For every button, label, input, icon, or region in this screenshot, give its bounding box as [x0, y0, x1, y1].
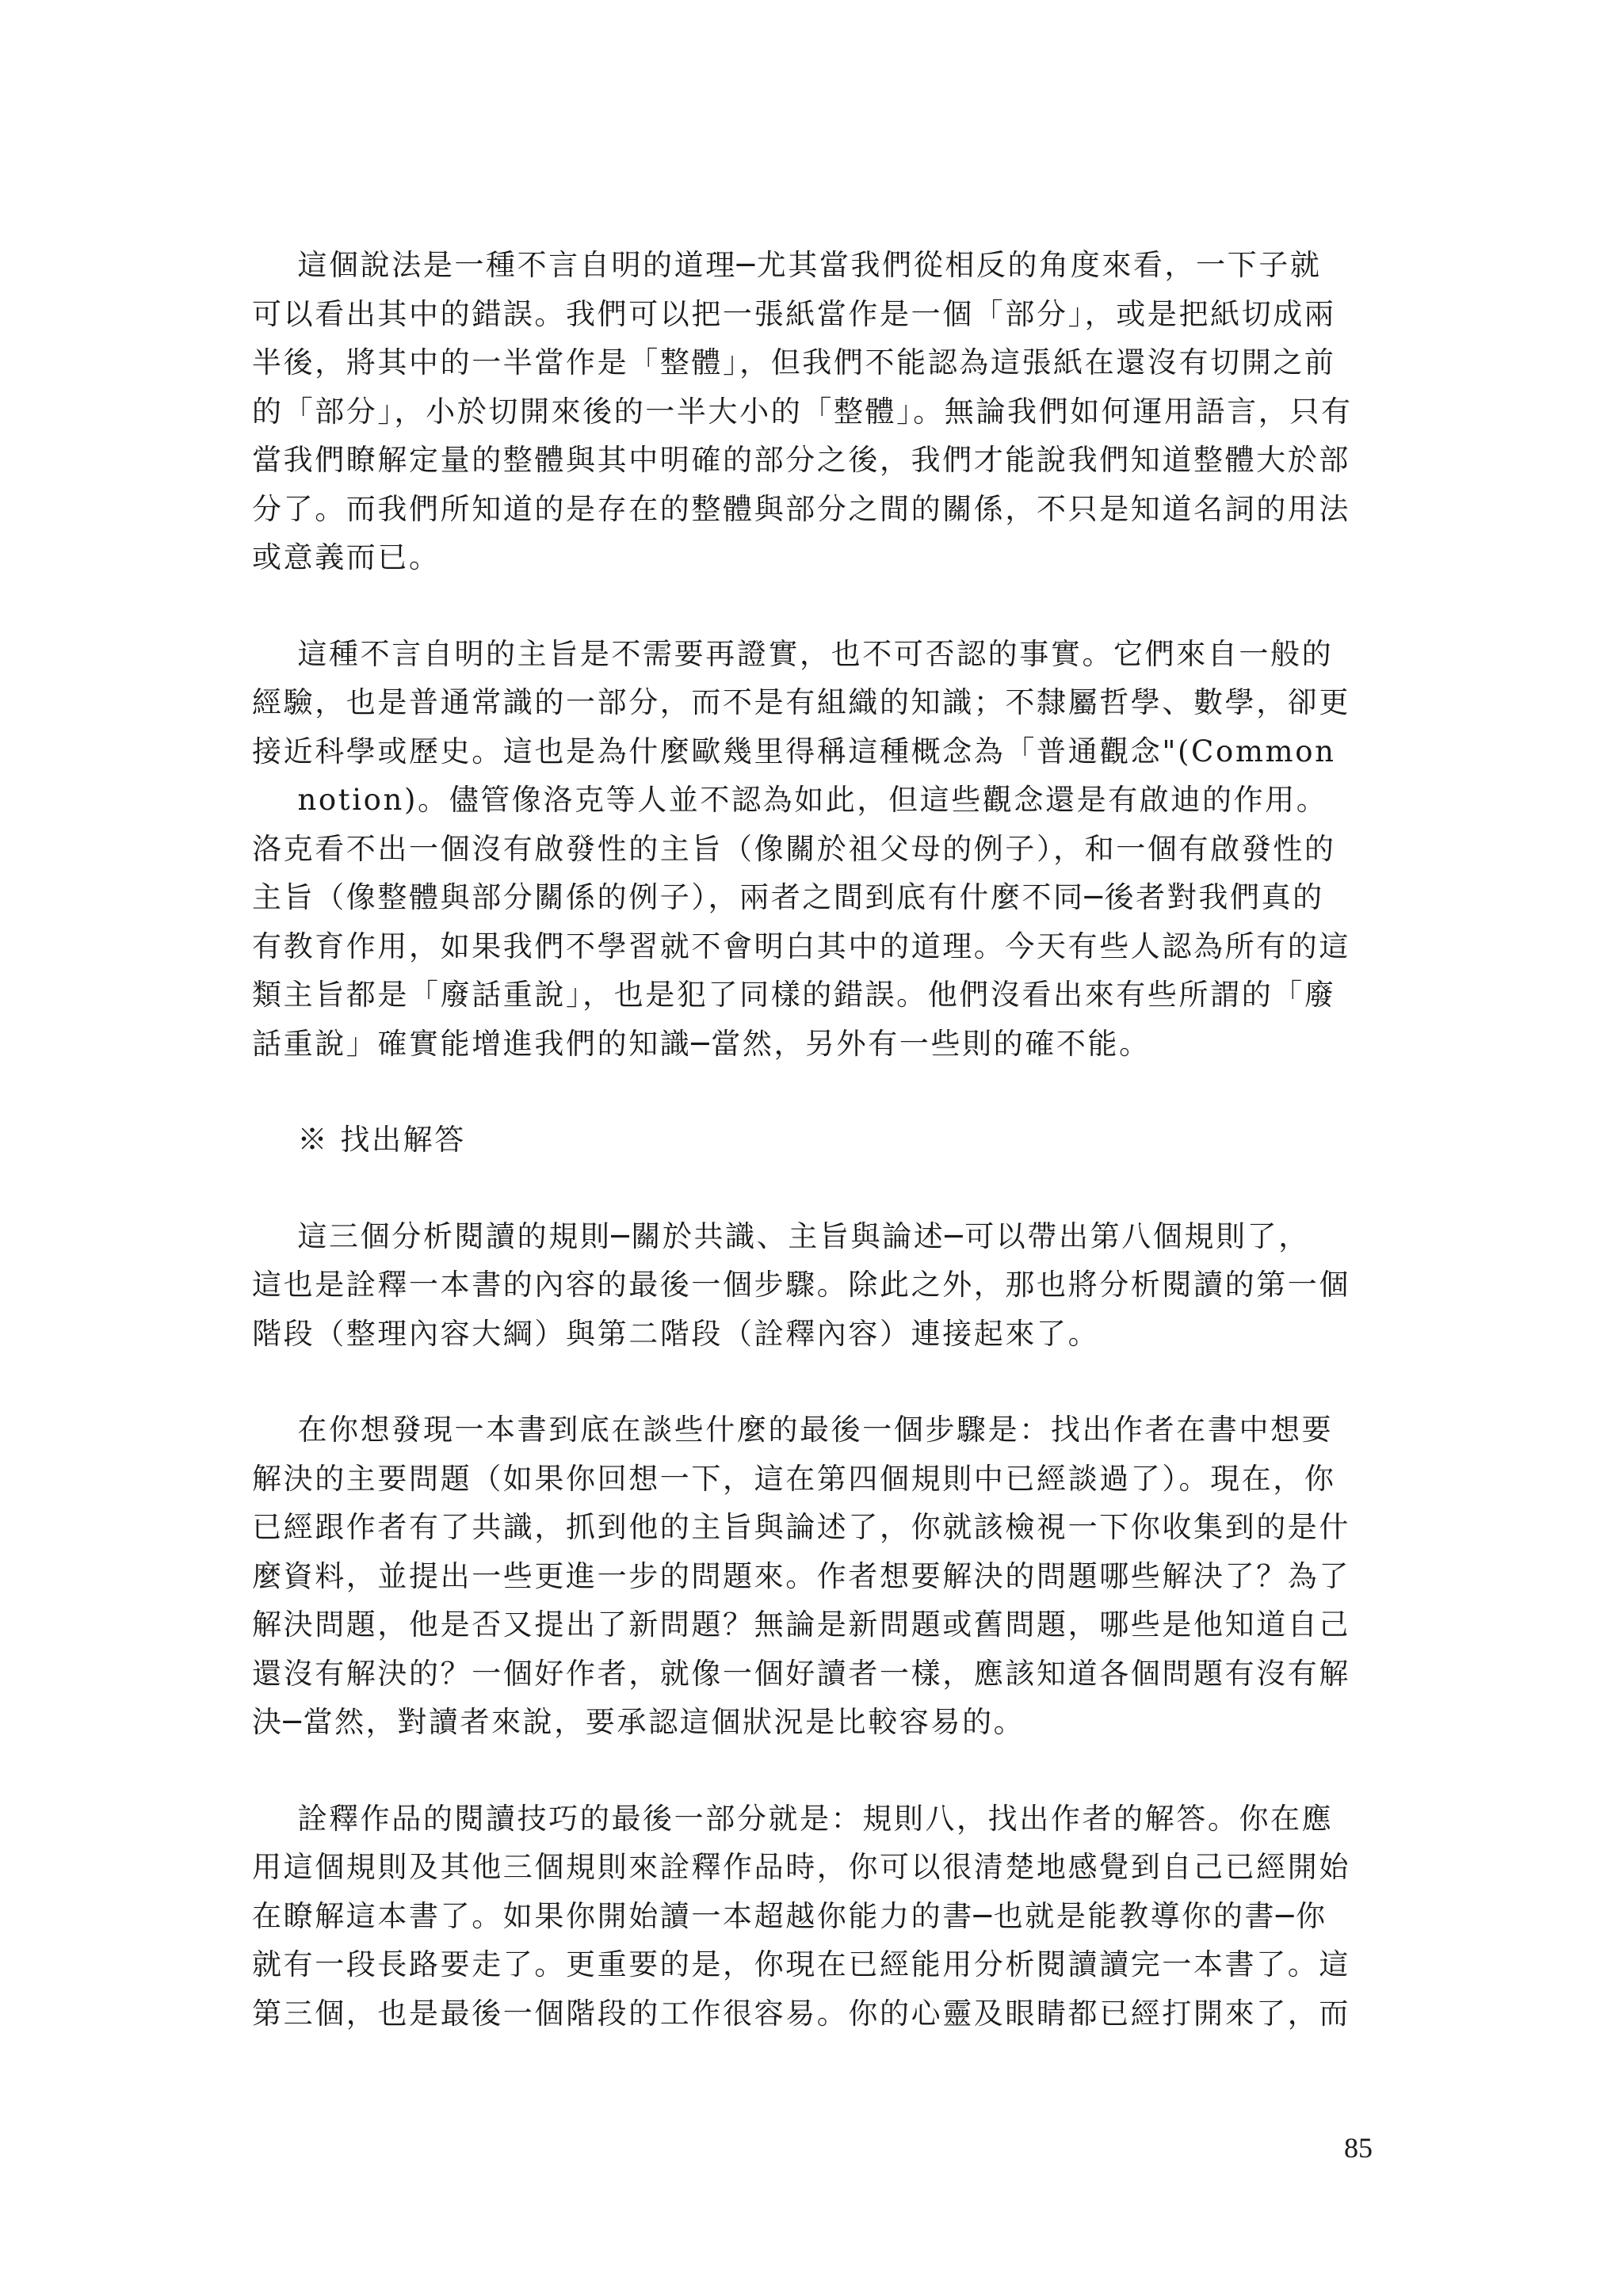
paragraph-5 [252, 1794, 1376, 2039]
page-body [252, 241, 1376, 2038]
text-line: 這個說法是一種不言自明的道理─尤其當我們從相反的角度來看，一下子就 [252, 248, 1322, 282]
text-line: 這三個分析閱讀的規則─關於共識、主旨與論述─可以帶出第八個規則了， [252, 1219, 1310, 1253]
paragraph-3 [252, 1212, 1376, 1359]
text-line: 有教育作用，如果我們不學習就不會明白其中的道理。今天有些人認為所有的這 [252, 929, 1350, 963]
text-line: notion)。儘管像洛克等人並不認為如此，但這些觀念還是有啟迪的作用。 [252, 783, 1328, 817]
page-number: 85 [1344, 2132, 1373, 2164]
text-line: 接近科學或歷史。這也是為什麼歐幾里得稱這種概念為「普通觀念"(Common [252, 734, 1336, 769]
text-line: 經驗，也是普通常識的一部分，而不是有組織的知識；不隸屬哲學、數學，卻更 [252, 685, 1350, 719]
paragraph-2 [252, 630, 1376, 1069]
text-line: 第三個，也是最後一個階段的工作很容易。你的心靈及眼睛都已經打開來了，而 [252, 1996, 1350, 2031]
text-line: 已經跟作者有了共識，抓到他的主旨與論述了，你就該檢視一下你收集到的是什 [252, 1510, 1350, 1544]
text-line: 半後，將其中的一半當作是「整體」，但我們不能認為這張紙在還沒有切開之前 [252, 345, 1336, 379]
text-line: 解決問題，他是否又提出了新問題？無論是新問題或舊問題，哪些是他知道自己 [252, 1608, 1350, 1642]
text-line: 這種不言自明的主旨是不需要再證實，也不可否認的事實。它們來自一般的 [252, 636, 1334, 671]
text-line: 分了。而我們所知道的是存在的整體與部分之間的關係，不只是知道名詞的用法 [252, 491, 1350, 526]
text-line: 決─當然，對讀者來說，要承認這個狀況是比較容易的。 [252, 1705, 1025, 1739]
text-line: 當我們瞭解定量的整體與其中明確的部分之後，我們才能說我們知道整體大於部 [252, 443, 1350, 477]
text-line: 在瞭解這本書了。如果你開始讀一本超越你能力的書─也就是能教導你的書─你 [252, 1898, 1327, 1933]
text-line: 或意義而已。 [252, 540, 441, 574]
text-line: 用這個規則及其他三個規則來詮釋作品時，你可以很清楚地感覺到自己已經開始 [252, 1850, 1350, 1884]
text-line: 可以看出其中的錯誤。我們可以把一張紙當作是一個「部分」，或是把紙切成兩 [252, 296, 1336, 331]
paragraph-gap [252, 1358, 1376, 1405]
paragraph-gap [252, 582, 1376, 630]
paragraph-gap [252, 1068, 1376, 1116]
text-line: 這也是詮釋一本書的內容的最後一個步驟。除此之外，那也將分析閱讀的第一個 [252, 1268, 1350, 1302]
text-line: 還沒有解決的？一個好作者，就像一個好讀者一樣，應該知道各個問題有沒有解 [252, 1656, 1350, 1691]
paragraph-gap [252, 1165, 1376, 1212]
paragraph-4 [252, 1405, 1376, 1747]
text-line: 主旨（像整體與部分關係的例子），兩者之間到底有什麼不同─後者對我們真的 [252, 880, 1324, 914]
text-line: 解決的主要問題（如果你回想一下，這在第四個規則中已經談過了）。現在，你 [252, 1461, 1336, 1496]
paragraph-1 [252, 241, 1376, 582]
text-line: 的「部分」，小於切開來後的一半大小的「整體」。無論我們如何運用語言，只有 [252, 394, 1353, 429]
text-line: 麼資料，並提出一些更進一步的問題來。作者想要解決的問題哪些解決了？為了 [252, 1558, 1350, 1593]
text-line: 類主旨都是「廢話重說」，也是犯了同樣的錯誤。他們沒看出來有些所謂的「廢 [252, 978, 1336, 1012]
text-line: 就有一段長路要走了。更重要的是，你現在已經能用分析閱讀讀完一本書了。這 [252, 1947, 1350, 1981]
paragraph-gap [252, 1747, 1376, 1794]
text-line: 詮釋作品的閱讀技巧的最後一部分就是：規則八，找出作者的解答。你在應 [252, 1801, 1334, 1836]
section-heading: ※ 找出解答 [252, 1123, 466, 1157]
text-line: 洛克看不出一個沒有啟發性的主旨（像關於祖父母的例子），和一個有啟發性的 [252, 831, 1336, 866]
text-line: 在你想發現一本書到底在談些什麼的最後一個步驟是：找出作者在書中想要 [252, 1413, 1334, 1447]
text-line: 話重說」確實能增進我們的知識─當然，另外有一些則的確不能。 [252, 1026, 1151, 1061]
text-line: 階段（整理內容大綱）與第二階段（詮釋內容）連接起來了。 [252, 1316, 1100, 1351]
